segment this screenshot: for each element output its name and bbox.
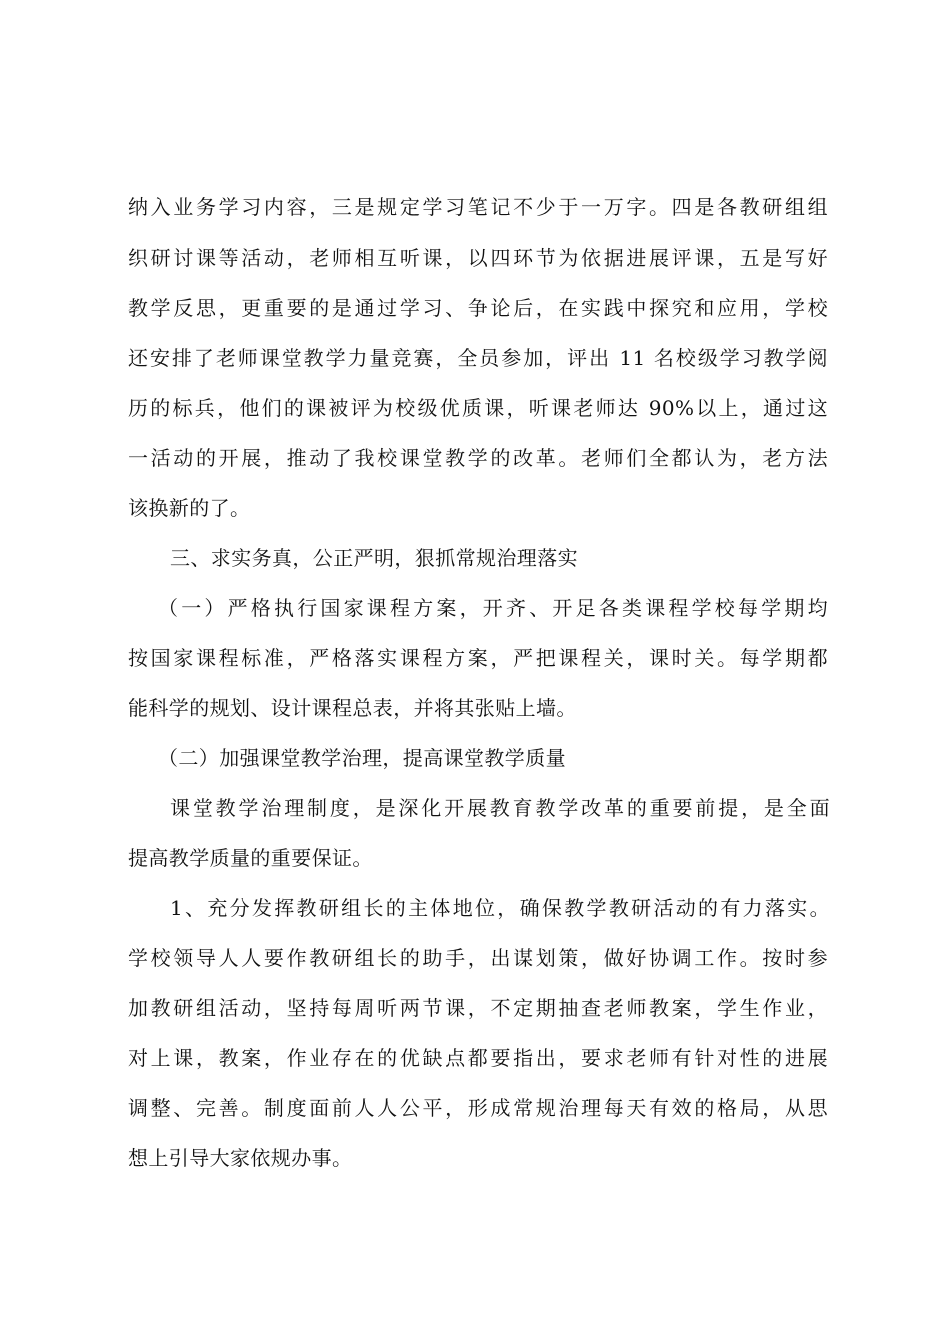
list-item-heading: 1、充分发挥教研组长的主体地位，确保教学教研活动的有力落实。 (170, 896, 830, 920)
paragraph-line: 学校领导人人要作教研组长的助手，出谋划策，做好协调工作。按时参 (128, 946, 828, 970)
subsection-heading: （二）加强课堂教学治理，提高课堂教学质量 (158, 746, 566, 770)
paragraph-line: 该换新的了。 (128, 496, 251, 520)
paragraph-line: 历的标兵，他们的课被评为校级优质课，听课老师达 90%以上，通过这 (128, 396, 828, 420)
paragraph-line: 能科学的规划、设计课程总表，并将其张贴上墙。 (128, 696, 577, 720)
paragraph-line: 织研讨课等活动，老师相互听课，以四环节为依据进展评课，五是写好 (128, 246, 828, 270)
paragraph-line: 对上课，教案，作业存在的优缺点都要指出，要求老师有针对性的进展 (128, 1046, 828, 1070)
paragraph-line: 一活动的开展，推动了我校课堂教学的改革。老师们全都认为，老方法 (128, 446, 828, 470)
paragraph-line: 提高教学质量的重要保证。 (128, 846, 373, 870)
section-heading: 三、求实务真，公正严明，狠抓常规治理落实 (170, 546, 578, 570)
paragraph-line: 纳入业务学习内容，三是规定学习笔记不少于一万字。四是各教研组组 (128, 195, 828, 219)
paragraph-line: 想上引导大家依规办事。 (128, 1146, 353, 1170)
subsection-heading: （一）严格执行国家课程方案，开齐、开足各类课程学校每学期均 (158, 596, 828, 620)
paragraph-line: 加教研组活动，坚持每周听两节课，不定期抽查老师教案，学生作业， (128, 996, 828, 1020)
paragraph-line: 教学反思，更重要的是通过学习、争论后，在实践中探究和应用，学校 (128, 296, 828, 320)
paragraph-line: 还安排了老师课堂教学力量竞赛，全员参加，评出 11 名校级学习教学阅 (128, 346, 828, 370)
paragraph-line: 按国家课程标准，严格落实课程方案，严把课程关，课时关。每学期都 (128, 646, 828, 670)
paragraph-line: 调整、完善。制度面前人人公平，形成常规治理每天有效的格局，从思 (128, 1096, 828, 1120)
paragraph-line: 课堂教学治理制度，是深化开展教育教学改革的重要前提，是全面 (170, 796, 830, 820)
